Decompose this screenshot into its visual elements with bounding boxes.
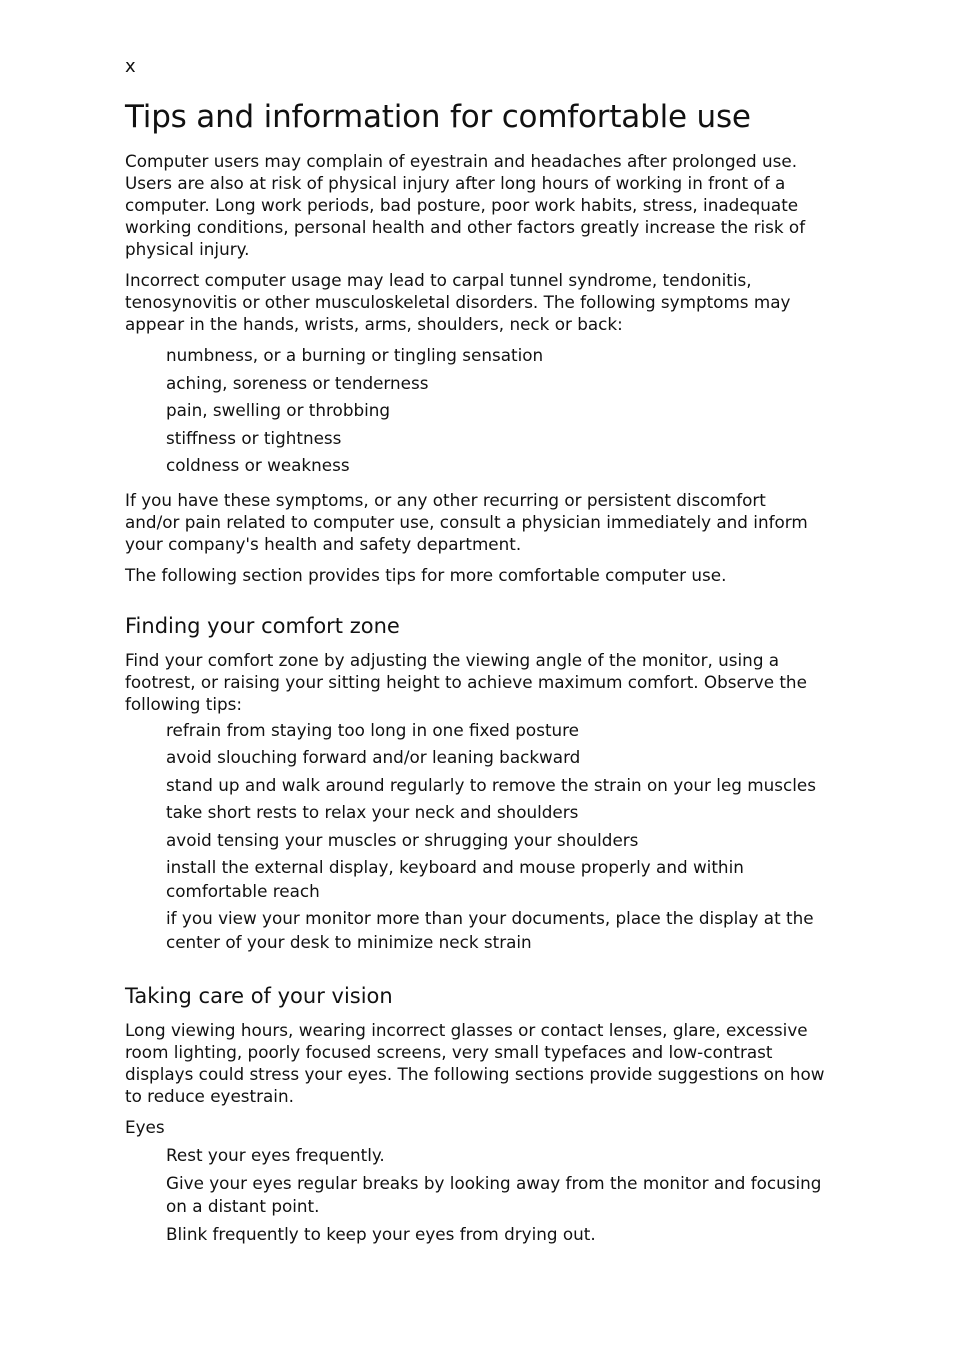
list-item: aching, soreness or tenderness: [166, 372, 429, 393]
comfort-zone-heading: Finding your comfort zone: [125, 613, 400, 638]
intro-paragraph-2: Incorrect computer usage may lead to carpal tunnel syndrome, tendonitis, tenosynovitis or other musculoskeletal disorders. The following symptoms may appear in the hands, wrists, arms, shoulders, neck or back:: [125, 270, 791, 334]
list-item: refrain from staying too long in one fixed posture: [166, 719, 580, 740]
list-item: Blink frequently to keep your eyes from drying out.: [166, 1223, 596, 1244]
page-title: Tips and information for comfortable use: [125, 99, 751, 135]
list-item: stand up and walk around regularly to remove the strain on your leg muscles: [166, 774, 816, 795]
list-item: avoid slouching forward and/or leaning backward: [166, 747, 581, 767]
following-section-paragraph: The following section provides tips for more comfortable computer use.: [125, 564, 727, 585]
document-page: [125, 56, 825, 1257]
intro-paragraph-1: Computer users may complain of eyestrain and headaches after prolonged use. Users are also at risk of physical injury after long hours of working in front of a computer. Long work periods, bad posture, poor work habits, stress, inadequate working conditions, personal health and other factors greatly increase the risk of physical injury.: [125, 151, 806, 259]
vision-paragraph: Long viewing hours, wearing incorrect glasses or contact lenses, glare, excessive room lighting, poorly focused screens, very small typefaces and low-contrast displays could stress your eyes. The following sections provide suggestions on how to reduce eyestrain.: [125, 1020, 825, 1106]
list-item: coldness or weakness: [166, 455, 350, 475]
eyes-tips-list: [125, 1144, 825, 1246]
list-item: avoid tensing your muscles or shrugging your shoulders: [166, 829, 639, 850]
list-item: if you view your monitor more than your documents, place the display at the center of your desk to minimize neck strain: [166, 908, 814, 952]
list-item: numbness, or a burning or tingling sensation: [166, 345, 544, 365]
consult-paragraph: If you have these symptoms, or any other recurring or persistent discomfort and/or pain related to computer use, consult a physician immediately and inform your company's health and safety department.: [125, 489, 808, 554]
list-item: stiffness or tightness: [166, 427, 342, 448]
list-item: take short rests to relax your neck and shoulders: [166, 802, 579, 822]
symptoms-list: [125, 344, 825, 478]
vision-heading: Taking care of your vision: [125, 984, 393, 1008]
eyes-label: Eyes: [125, 1117, 165, 1137]
page-number: x: [125, 56, 136, 77]
list-item: install the external display, keyboard and mouse properly and within comfortable reach: [166, 857, 744, 901]
comfort-tips-list: [125, 719, 825, 955]
list-item: Rest your eyes frequently.: [166, 1145, 385, 1165]
list-item: Give your eyes regular breaks by looking away from the monitor and focusing on a distant point.: [166, 1172, 822, 1216]
list-item: pain, swelling or throbbing: [166, 400, 391, 420]
comfort-zone-paragraph: Find your comfort zone by adjusting the viewing angle of the monitor, using a footrest, or raising your sitting height to achieve maximum comfort. Observe the following tips:: [125, 649, 807, 714]
